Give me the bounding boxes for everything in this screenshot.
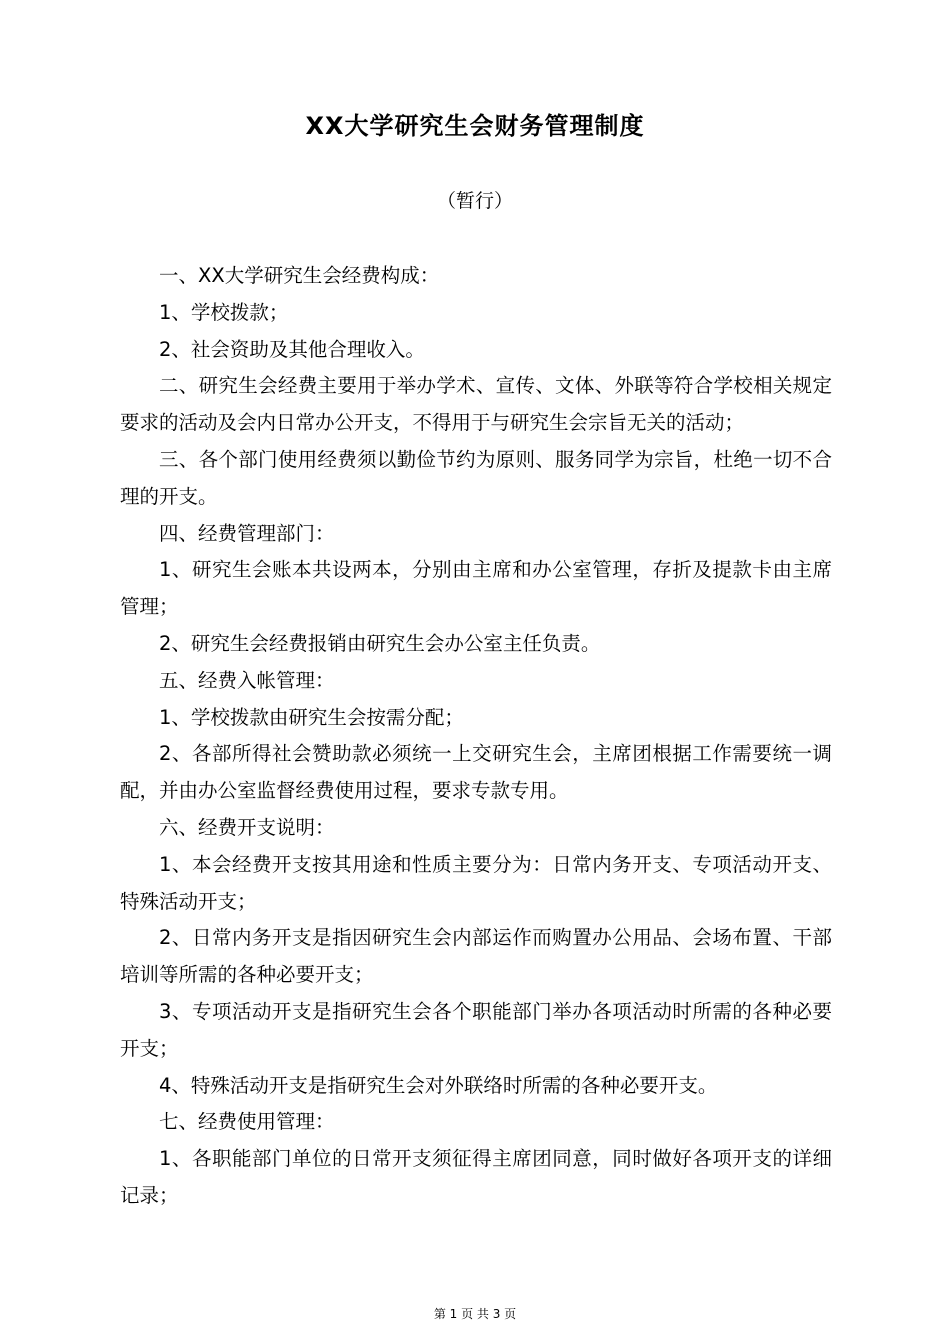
paragraph: 六、经费开支说明：: [159, 815, 335, 839]
paragraph: 2、日常内务开支是指因研究生会内部运作而购置办公用品、会场布置、干部培训等所需的各种必要开支；: [120, 926, 832, 987]
document-subtitle: （暂行）: [436, 190, 513, 212]
paragraph: 1、各职能部门单位的日常开支须征得主席团同意，同时做好各项开支的详细记录；: [120, 1147, 832, 1207]
document-title: XX大学研究生会财务管理制度: [305, 112, 645, 140]
paragraph: 1、学校拨款；: [159, 300, 289, 324]
document-body: [120, 258, 832, 1215]
paragraph: 五、经费入帐管理：: [159, 668, 335, 692]
paragraph: 3、专项活动开支是指研究生会各个职能部门举办各项活动时所需的各种必要开支；: [120, 999, 832, 1060]
paragraph: 1、学校拨款由研究生会按需分配；: [159, 705, 464, 729]
paragraph: 三、各个部门使用经费须以勤俭节约为原则、服务同学为宗旨，杜绝一切不合理的开支。: [120, 447, 832, 508]
paragraph: 四、经费管理部门：: [159, 521, 335, 545]
paragraph: 一、XX大学研究生会经费构成：: [159, 264, 440, 287]
paragraph: 七、经费使用管理：: [159, 1110, 335, 1134]
paragraph: 2、研究生会经费报销由研究生会办公室主任负责。: [159, 631, 601, 655]
paragraph: 1、本会经费开支按其用途和性质主要分为：日常内务开支、专项活动开支、特殊活动开支；: [120, 852, 832, 913]
paragraph: 4、特殊活动开支是指研究生会对外联络时所需的各种必要开支。: [159, 1073, 718, 1097]
paragraph: 2、社会资助及其他合理收入。: [159, 337, 425, 361]
page-footer: 第 1 页 共 3 页: [433, 1307, 517, 1321]
paragraph: 2、各部所得社会赞助款必须统一上交研究生会，主席团根据工作需要统一调配，并由办公室监督经费使用过程，要求专款专用。: [120, 742, 832, 803]
paragraph: 二、研究生会经费主要用于举办学术、宣传、文体、外联等符合学校相关规定要求的活动及会内日常办公开支，不得用于与研究生会宗旨无关的活动；: [120, 374, 832, 435]
paragraph: 1、研究生会账本共设两本，分别由主席和办公室管理，存折及提款卡由主席管理；: [120, 558, 832, 619]
